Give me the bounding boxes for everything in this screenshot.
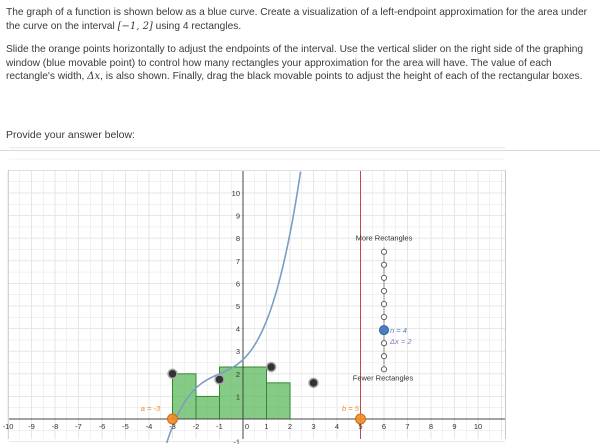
more-rectangles-label: More Rectangles (355, 233, 413, 243)
slider-tick[interactable] (381, 341, 386, 346)
x-tick-label-origin: 0 (244, 422, 250, 431)
y-tick-label: 3 (235, 347, 240, 357)
x-tick-label: 4 (334, 422, 340, 431)
slider-tick[interactable] (381, 301, 386, 306)
x-tick-label: -9 (28, 422, 35, 431)
y-tick-label: 9 (235, 211, 240, 221)
slider-tick[interactable] (381, 354, 386, 359)
x-tick-label: -8 (51, 422, 59, 431)
n-label: n = 4 (390, 326, 407, 336)
delta-x-label: Δx = 2 (390, 337, 412, 347)
instructions-text: Slide the orange points horizontally to adjust the endpoints of the interval. Use the vertical slider on the right side of the graphing window (blue movable point) to control how many rectangles your approximation for the area will have. The value of each rectangle's width, (6, 44, 584, 82)
height-handle[interactable] (168, 369, 177, 378)
x-tick-label: 9 (452, 422, 457, 431)
approximation-rectangle (173, 374, 197, 419)
x-tick-label: 8 (428, 422, 434, 431)
x-tick-label: -2 (192, 422, 200, 431)
height-handle[interactable] (215, 375, 224, 384)
interval-math: [−1, 2] (117, 20, 153, 32)
x-tick-label: -6 (98, 422, 106, 431)
height-handle[interactable] (267, 363, 276, 372)
slider-tick[interactable] (381, 314, 386, 319)
y-tick-label: 1 (235, 392, 240, 402)
instructions-text: The graph of a function is shown below as a blue curve. Create a visualization of a left-endpoint approximation for the area under the curve on the interval (6, 7, 588, 32)
slider-tick[interactable] (381, 262, 386, 267)
instructions-text: using 4 rectangles. (152, 20, 242, 32)
slider-tick[interactable] (381, 288, 386, 293)
y-tick-label: 10 (231, 189, 240, 198)
y-tick-label: 4 (235, 324, 240, 334)
x-tick-label: -4 (145, 422, 153, 431)
instructions-text: , is also shown. Finally, drag the black movable points to adjust the height of each of the rectangular boxes. (100, 71, 583, 82)
endpoint-a-label: a = -3 (140, 404, 161, 413)
y-tick-label: 8 (235, 234, 240, 244)
y-tick-label: -1 (233, 437, 240, 444)
fewer-rectangles-label: Fewer Rectangles (352, 373, 414, 383)
x-tick-label: 7 (405, 422, 410, 431)
graphing-window[interactable] (2, 170, 506, 444)
x-tick-label: 6 (381, 422, 387, 431)
approximation-rectangle (196, 396, 220, 419)
approximation-rectangles (173, 367, 291, 419)
divider (0, 150, 600, 151)
y-tick-label: 5 (235, 302, 240, 311)
y-tick-label: 7 (235, 256, 240, 266)
x-tick-label: -10 (2, 422, 14, 431)
delta-x-math: Δx (87, 71, 101, 82)
answer-prompt: Provide your answer below: (6, 129, 135, 141)
instructions-paragraph-1 (6, 6, 592, 33)
x-tick-label: 1 (264, 422, 269, 431)
instructions (6, 6, 592, 94)
x-tick-label: 2 (287, 422, 293, 431)
x-tick-label: -5 (122, 422, 129, 431)
x-tick-label: -1 (216, 422, 223, 431)
instructions-paragraph-2 (6, 43, 592, 84)
x-tick-label: 10 (473, 422, 483, 431)
endpoint-b-label: b = 5 (342, 404, 359, 413)
graph-canvas[interactable] (2, 171, 505, 444)
y-tick-label: 6 (235, 279, 240, 289)
height-handle[interactable] (309, 378, 318, 387)
slider-tick[interactable] (381, 249, 386, 254)
slider-tick[interactable] (381, 275, 386, 280)
x-tick-label: -7 (75, 422, 82, 431)
y-tick-label: 2 (235, 369, 240, 379)
x-tick-label: -3 (169, 422, 176, 431)
approximation-rectangle (267, 383, 291, 419)
slider-tick[interactable] (381, 367, 386, 372)
x-tick-label: 5 (358, 422, 363, 431)
x-tick-label: 3 (311, 422, 316, 431)
slider-point[interactable] (380, 326, 389, 335)
